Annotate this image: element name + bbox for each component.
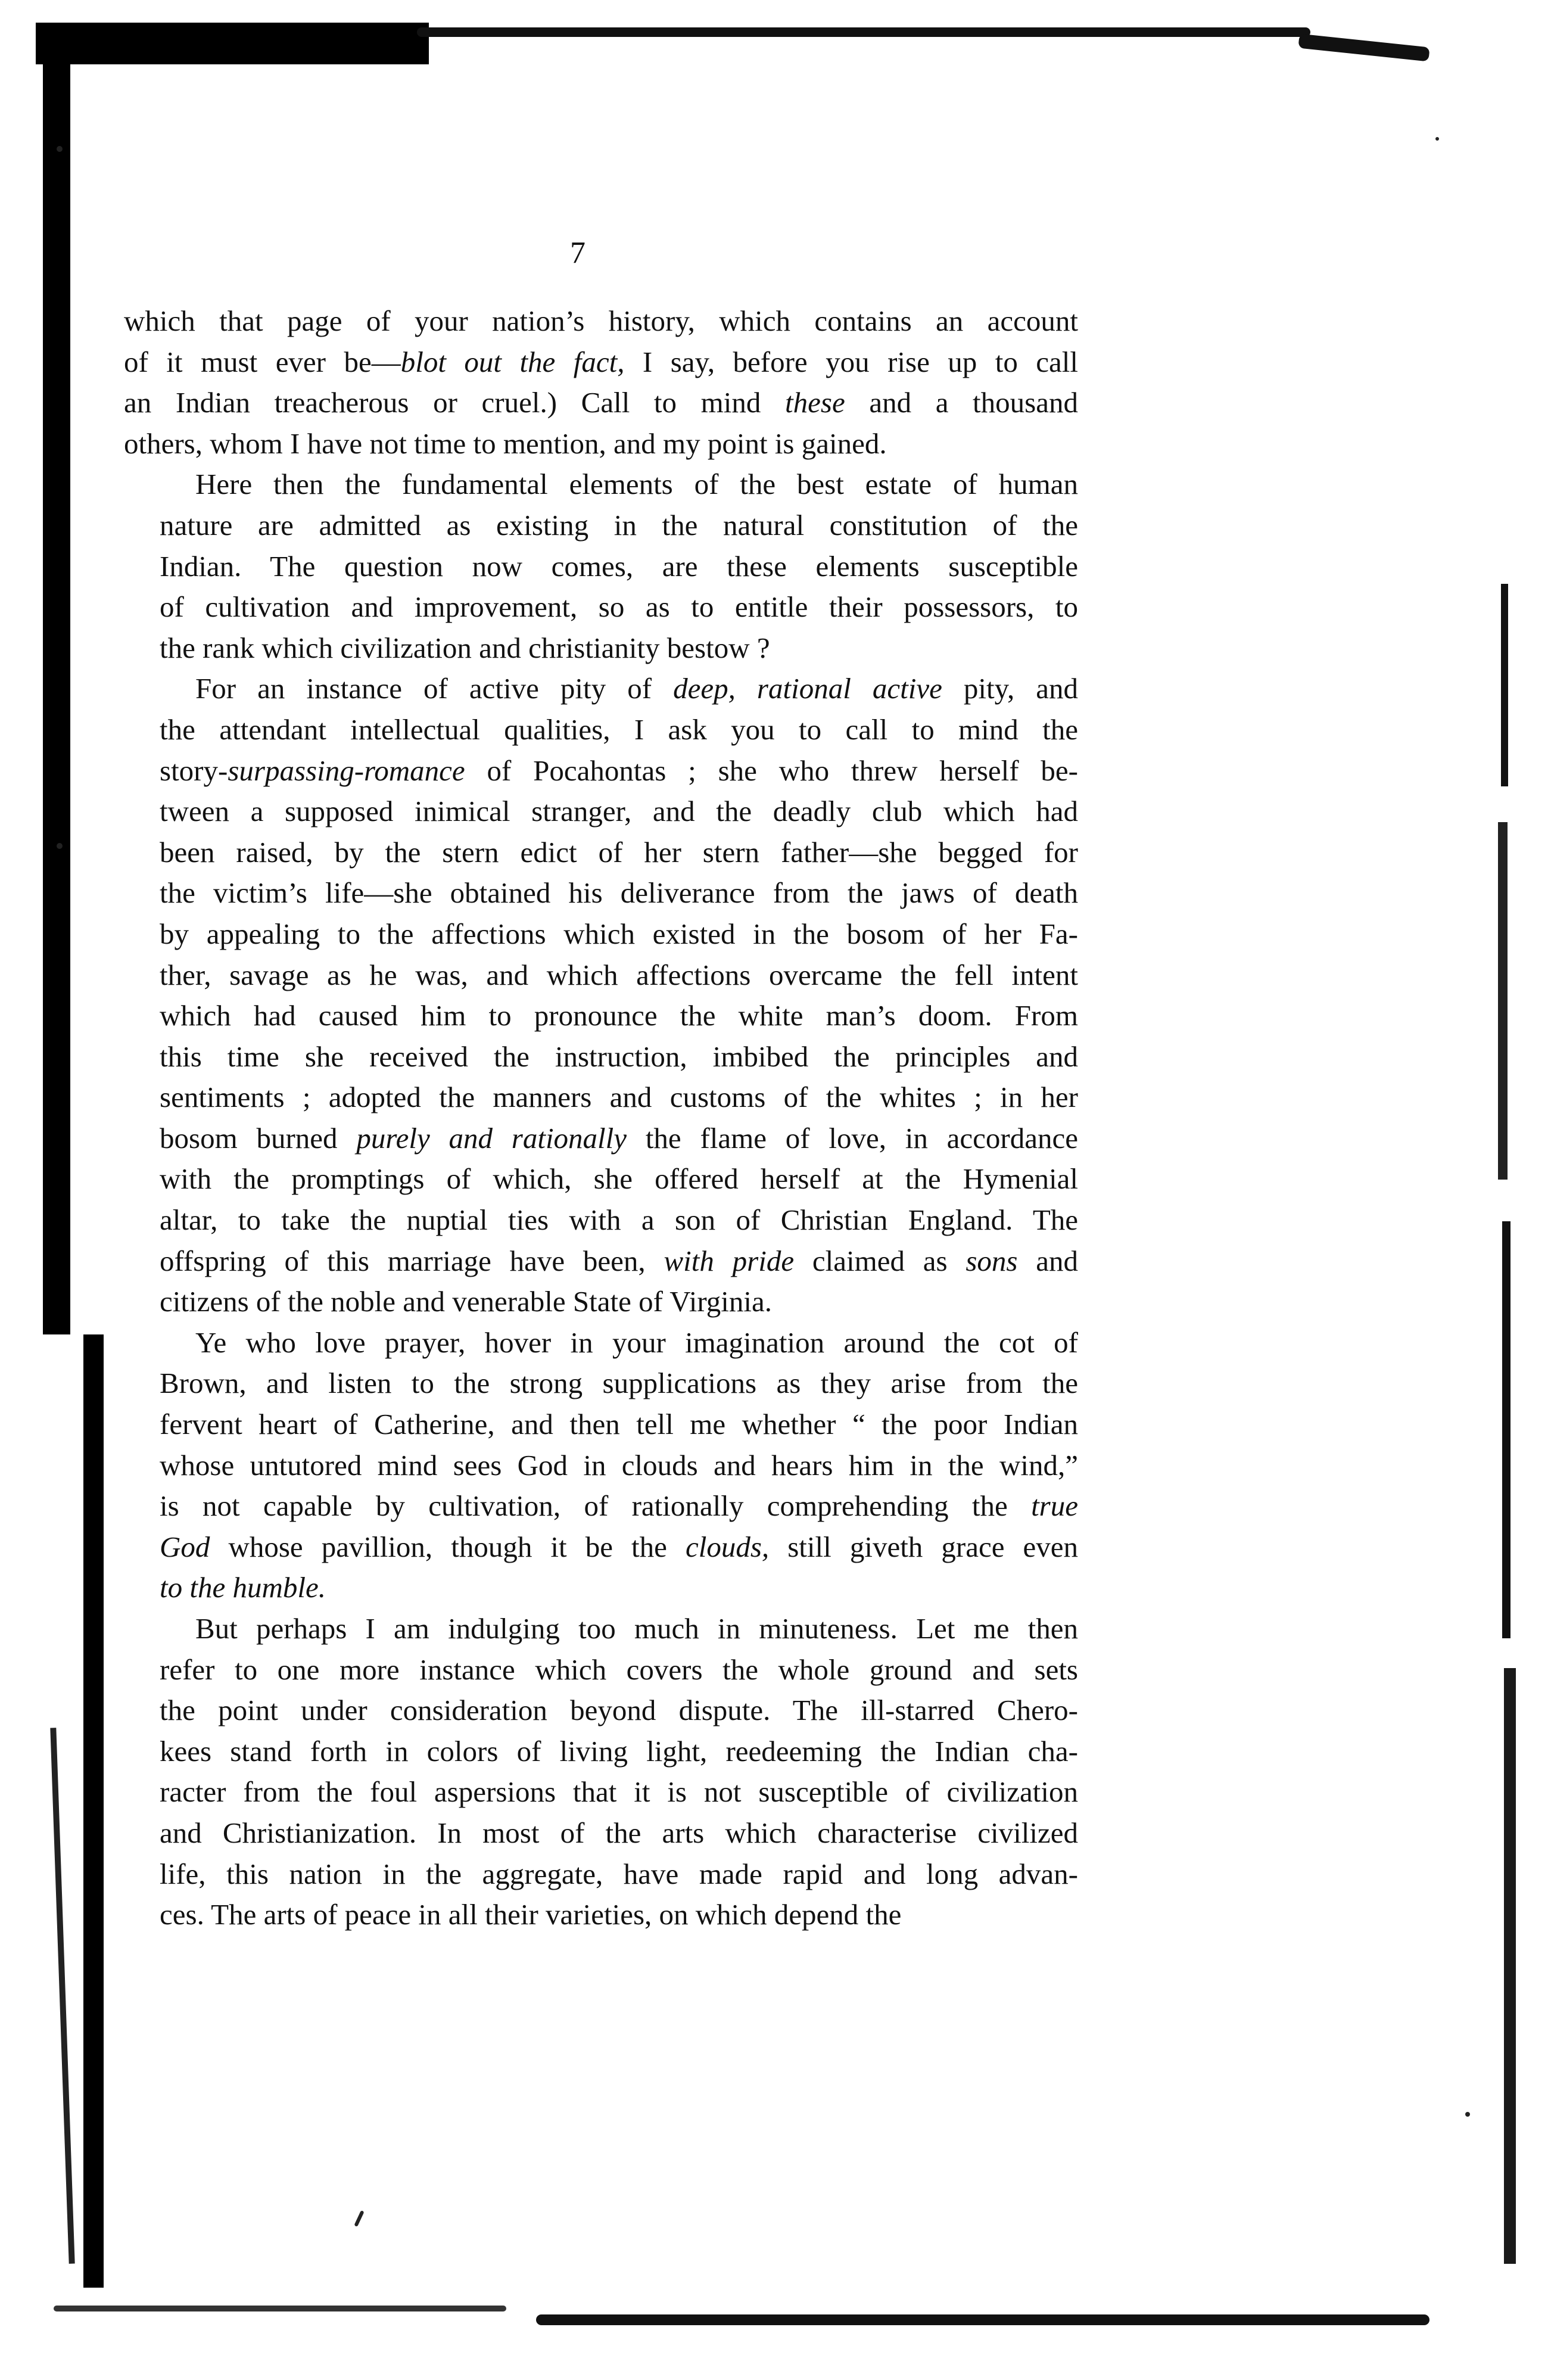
italic-run: true (1031, 1489, 1078, 1523)
italic-run: with pride (664, 1244, 795, 1277)
italic-run: purely and rationally (356, 1121, 627, 1155)
text-line (124, 587, 1078, 628)
italic-run: sons (966, 1244, 1018, 1277)
italic-run: clouds, (685, 1530, 770, 1563)
text-line (124, 832, 1078, 873)
text-line (124, 1077, 1078, 1118)
text-run: For an instance of active pity of (195, 672, 674, 705)
scan-edge-top (36, 23, 429, 64)
text-run: racter from the foul aspersions that it is not susceptible of civilization (160, 1775, 1078, 1809)
text-run: bosom burned (160, 1121, 357, 1155)
text-line (124, 1894, 1078, 1936)
text-line (124, 382, 1078, 424)
text-line (124, 505, 1078, 546)
text-run: ces. The arts of peace in all their varieties, on which depend the (160, 1898, 902, 1931)
text-run: But perhaps I am indulging too much in minuteness. Let me then (195, 1612, 1078, 1645)
text-line (124, 1731, 1078, 1772)
scan-edge-right-3 (1502, 1221, 1510, 1638)
text-line (124, 301, 1078, 342)
scan-speck (354, 2210, 364, 2227)
text-line (124, 1527, 1078, 1568)
text-line (124, 873, 1078, 914)
text-run: tween a supposed inimical stranger, and the deadly club which had (160, 795, 1078, 828)
text-run: and Christianization. In most of the arts which characterise civilized (160, 1816, 1078, 1849)
scan-edge-left-thin (50, 1728, 74, 2264)
italic-run: God (160, 1530, 210, 1563)
text-line (124, 628, 1078, 669)
paragraph (124, 464, 1078, 668)
italic-run: surpassing-romance (228, 754, 465, 787)
scan-speck (57, 146, 63, 152)
text-run: and a thousand (845, 386, 1078, 419)
text-run: pity, and (942, 672, 1078, 705)
text-line (124, 1281, 1078, 1323)
text-line (124, 1445, 1078, 1486)
scan-edge-top-line (417, 27, 1310, 37)
text-line (124, 791, 1078, 832)
text-line (124, 955, 1078, 996)
text-line (124, 1159, 1078, 1200)
text-run: story- (160, 754, 228, 787)
italic-run: blot out the fact, (400, 345, 625, 378)
text-run: is not capable by cultivation, of rationally comprehending the (160, 1489, 1032, 1523)
text-run: which had caused him to pronounce the white man’s doom. From (160, 999, 1078, 1032)
paragraph (124, 1609, 1078, 1936)
text-run: claimed as (794, 1244, 966, 1277)
text-run: of cultivation and improvement, so as to entitle their possessors, to (160, 590, 1078, 624)
text-run: Ye who love prayer, hover in your imagination around the cot of (195, 1326, 1078, 1359)
text-run: the rank which civilization and christianity bestow ? (160, 631, 770, 664)
page-number: 7 (570, 236, 585, 270)
text-line (124, 1813, 1078, 1854)
text-run: Here then the fundamental elements of the best estate of human (195, 468, 1078, 501)
scan-speck (1435, 137, 1439, 141)
text-run: of it must ever be— (124, 345, 401, 378)
text-line (124, 710, 1078, 751)
text-run: whose untutored mind sees God in clouds and hears him in the wind,” (160, 1448, 1078, 1482)
text-run: whose pavillion, though it be the (210, 1530, 686, 1563)
text-run: I say, before you rise up to call (624, 345, 1078, 378)
text-run: the victim’s life—she obtained his deliverance from the jaws of death (160, 876, 1078, 910)
text-line (124, 1323, 1078, 1364)
paragraph (124, 1323, 1078, 1609)
paragraph (124, 668, 1078, 1323)
text-line (124, 342, 1078, 383)
text-run: altar, to take the nuptial ties with a son of Christian England. The (160, 1203, 1078, 1237)
text-run: kees stand forth in colors of living light, reedeeming the Indian cha- (160, 1734, 1078, 1768)
scan-edge-top-right (1298, 34, 1429, 62)
text-run: sentiments ; adopted the manners and customs of the whites ; in her (160, 1081, 1078, 1114)
text-run: with the promptings of which, she offered herself at the Hymenial (160, 1162, 1078, 1196)
text-run: Brown, and listen to the strong supplications as they arise from the (160, 1367, 1078, 1400)
text-run: still giveth grace even (769, 1530, 1079, 1563)
text-run: Indian. The question now comes, are these elements susceptible (160, 549, 1078, 583)
text-line (124, 1037, 1078, 1078)
text-run: the flame of love, in accordance (627, 1121, 1078, 1155)
text-line (124, 464, 1078, 505)
scan-edge-right-1 (1501, 584, 1508, 786)
scan-edge-right-2 (1498, 822, 1508, 1180)
text-line (124, 995, 1078, 1037)
text-run: citizens of the noble and venerable State of Virginia. (160, 1285, 772, 1318)
text-run: others, whom I have not time to mention, and my point is gained. (124, 427, 887, 460)
text-run: of Pocahontas ; she who threw herself be- (465, 754, 1078, 787)
text-line (124, 424, 1078, 465)
paragraph (124, 301, 1078, 464)
scan-edge-bottom (536, 2314, 1429, 2325)
text-line (124, 751, 1078, 792)
scan-speck (1465, 2112, 1470, 2117)
text-line (124, 1609, 1078, 1650)
text-line (124, 1404, 1078, 1445)
text-line (124, 914, 1078, 955)
text-run: life, this nation in the aggregate, have made rapid and long advan- (160, 1857, 1078, 1890)
text-run: the point under consideration beyond dispute. The ill-starred Chero- (160, 1694, 1078, 1727)
text-line (124, 1200, 1078, 1241)
italic-run: to the humble. (160, 1571, 326, 1604)
text-run: ther, savage as he was, and which affections overcame the fell intent (160, 958, 1078, 991)
text-run: an Indian treacherous or cruel.) Call to mind (124, 386, 786, 419)
text-line (124, 668, 1078, 710)
text-run: the attendant intellectual qualities, I ask you to call to mind the (160, 713, 1078, 746)
text-run: and (1017, 1244, 1079, 1277)
text-line (124, 1650, 1078, 1691)
scan-edge-bottom-left (54, 2306, 506, 2311)
text-run: been raised, by the stern edict of her stern father—she begged for (160, 835, 1078, 869)
text-run: offspring of this marriage have been, (160, 1244, 664, 1277)
text-run: nature are admitted as existing in the natural constitution of the (160, 508, 1078, 542)
text-line (124, 1567, 1078, 1609)
text-line (124, 1486, 1078, 1527)
italic-run: deep, rational active (673, 672, 942, 705)
text-line (124, 1772, 1078, 1813)
scan-edge-left-lower (83, 1334, 104, 2288)
text-line (124, 1118, 1078, 1159)
body-text (124, 301, 1078, 1936)
text-run: refer to one more instance which covers the whole ground and sets (160, 1653, 1078, 1686)
scan-edge-right-4 (1504, 1668, 1516, 2264)
text-run: fervent heart of Catherine, and then tell me whether “ the poor Indian (160, 1408, 1078, 1441)
text-line (124, 546, 1078, 587)
italic-run: these (785, 386, 845, 419)
text-run: which that page of your nation’s history, which contains an account (124, 304, 1078, 337)
text-line (124, 1363, 1078, 1404)
scan-speck (57, 843, 63, 849)
text-line (124, 1854, 1078, 1895)
text-line (124, 1690, 1078, 1731)
text-line (124, 1241, 1078, 1282)
text-run: this time she received the instruction, imbibed the principles and (160, 1040, 1078, 1073)
text-run: by appealing to the affections which existed in the bosom of her Fa- (160, 917, 1078, 950)
